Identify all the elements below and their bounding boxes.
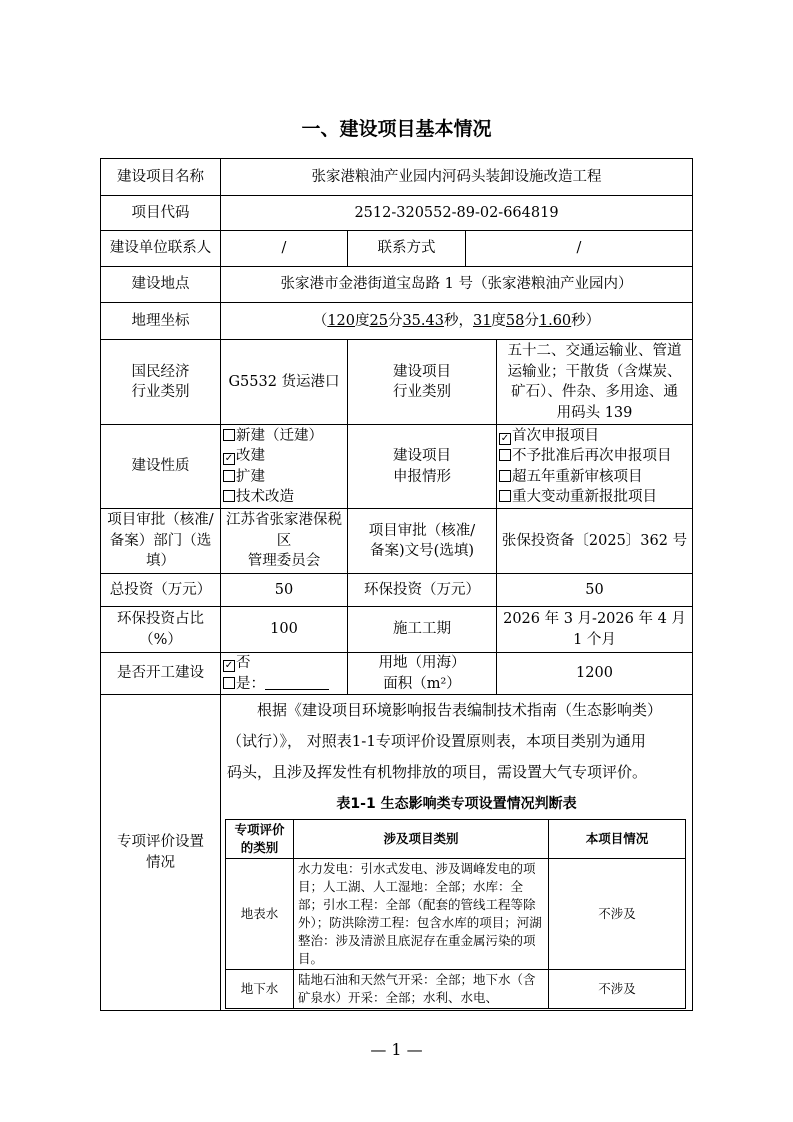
started-blank[interactable] [265,677,329,690]
project-code-value: 2512-320552-89-02-664819 [221,196,693,231]
env-investment-value: 50 [497,574,693,607]
started-options [221,653,348,695]
row-approval [101,509,693,574]
declare-option-five-year[interactable]: 超五年重新审核项目 [499,467,690,488]
subtable-header-status: 本项目情况 [549,820,686,859]
approval-no-label: 项目审批（核准/ 备案)文号(选填) [348,509,497,574]
checkbox[interactable] [223,429,235,441]
page-number: — 1 — [370,1040,423,1059]
project-name-label: 建设项目名称 [101,159,221,196]
approval-dept-label: 项目审批（核准/ 备案）部门（选 填） [101,509,221,574]
row-env-ratio [101,607,693,653]
row-location [101,267,693,303]
table-row [226,970,686,1009]
special-content [221,695,693,1011]
land-label: 用地（用海） 面积（m²） [348,653,497,695]
land-value: 1200 [497,653,693,695]
checkbox[interactable] [499,490,511,502]
checkbox[interactable] [223,470,235,482]
env-investment-label: 环保投资（万元） [348,574,497,607]
declare-options [497,425,693,509]
declare-option-first[interactable]: ✓ 首次申报项目 [500,427,599,444]
subtable-header [226,820,686,859]
row-industry [101,340,693,425]
row-contact [101,231,693,267]
checkbox[interactable] [499,470,511,482]
coordinates-label: 地理坐标 [101,303,221,340]
row-investment [101,574,693,607]
row-category: 地下水 [226,970,294,1009]
row-status: 不涉及 [549,970,686,1009]
nature-option-new[interactable]: 新建（迁建） [223,426,345,447]
investment-value: 50 [221,574,348,607]
nature-option-rebuild[interactable]: ✓ 改建 [224,448,265,464]
investment-label: 总投资（万元） [101,574,221,607]
project-industry-value: 五十二、交通运输业、管道 运输业；干散货（含煤炭、 矿石）、件杂、多用途、通 用码头 139 [497,340,693,425]
checkbox[interactable]: ✓ [500,432,510,444]
subtable-header-category: 专项评价 的类别 [226,820,294,859]
started-option-no[interactable]: ✓ 否 [224,655,251,671]
special-eval-table [225,819,686,1009]
subtable-caption: 表1-1 生态影响类专项设置情况判断表 [336,796,577,812]
row-special [101,695,693,1011]
row-category: 地表水 [226,859,294,970]
special-paragraph: 根据《建设项目环境影响报告表编制技术指南（生态影响类） （试行）》， 对照表1-1专项评价设置原则表，本项目类别为通用 码头，且涉及挥发性有机物排放的项目，需设置大气专项评价。 [227,701,663,781]
table-row [226,859,686,970]
row-coordinates [101,303,693,340]
row-items: 水力发电：引水式发电、涉及调峰发电的项目；人工湖、人工湿地：全部；水库：全部；引水工程：全部（配套的管线工程等除外）；防洪除涝工程：包含水库的项目；河湖整治：涉及清淤且底泥存在重金属污染的项目。 [294,859,549,970]
location-value: 张家港市金港街道宝岛路 1 号（张家港粮油产业园内） [221,267,693,303]
checkbox[interactable]: ✓ [224,660,234,671]
approval-dept-value: 江苏省张家港保税区 管理委员会 [221,509,348,574]
nature-options [221,425,348,509]
period-value: 2026 年 3 月-2026 年 4 月 1 个月 [497,607,693,653]
page-title: 一、建设项目基本情况 [301,118,492,140]
nature-label: 建设性质 [101,425,221,509]
contact-label: 建设单位联系人 [101,231,221,267]
coordinates-value: （120度25分35.43秒，31度58分1.60秒） [221,303,693,340]
project-info-table [100,158,693,1011]
project-code-label: 项目代码 [101,196,221,231]
declare-label: 建设项目 申报情形 [348,425,497,509]
row-started [101,653,693,695]
industry-label: 国民经济 行业类别 [101,340,221,425]
contact-method-label: 联系方式 [348,231,466,267]
started-option-yes[interactable]: 是： [223,674,345,695]
declare-option-resubmit[interactable]: 不予批准后再次申报项目 [499,446,690,467]
checkbox[interactable] [223,677,235,689]
contact-value: / [221,231,348,267]
industry-value: G5532 货运港口 [221,340,348,425]
project-industry-label: 建设项目 行业类别 [348,340,497,425]
checkbox[interactable] [499,449,511,461]
row-status: 不涉及 [549,859,686,970]
row-project-name [101,159,693,196]
row-project-code [101,196,693,231]
nature-option-tech[interactable]: 技术改造 [223,487,345,508]
declare-option-major-change[interactable]: 重大变动重新报批项目 [499,487,690,508]
contact-method-value: / [466,231,693,267]
env-ratio-value: 100 [221,607,348,653]
checkbox[interactable]: ✓ [224,453,234,464]
checkbox[interactable] [223,490,235,502]
special-label: 专项评价设置 情况 [101,695,221,1011]
started-label: 是否开工建设 [101,653,221,695]
approval-no-value: 张保投资备〔2025〕362 号 [497,509,693,574]
location-label: 建设地点 [101,267,221,303]
subtable-header-items: 涉及项目类别 [294,820,549,859]
project-name-value: 张家港粮油产业园内河码头装卸设施改造工程 [221,159,693,196]
env-ratio-label: 环保投资占比 （%） [101,607,221,653]
nature-option-expand[interactable]: 扩建 [223,467,345,488]
row-items: 陆地石油和天然气开采：全部；地下水（含矿泉水）开采：全部；水利、水电、 [294,970,549,1009]
row-nature [101,425,693,509]
period-label: 施工工期 [348,607,497,653]
